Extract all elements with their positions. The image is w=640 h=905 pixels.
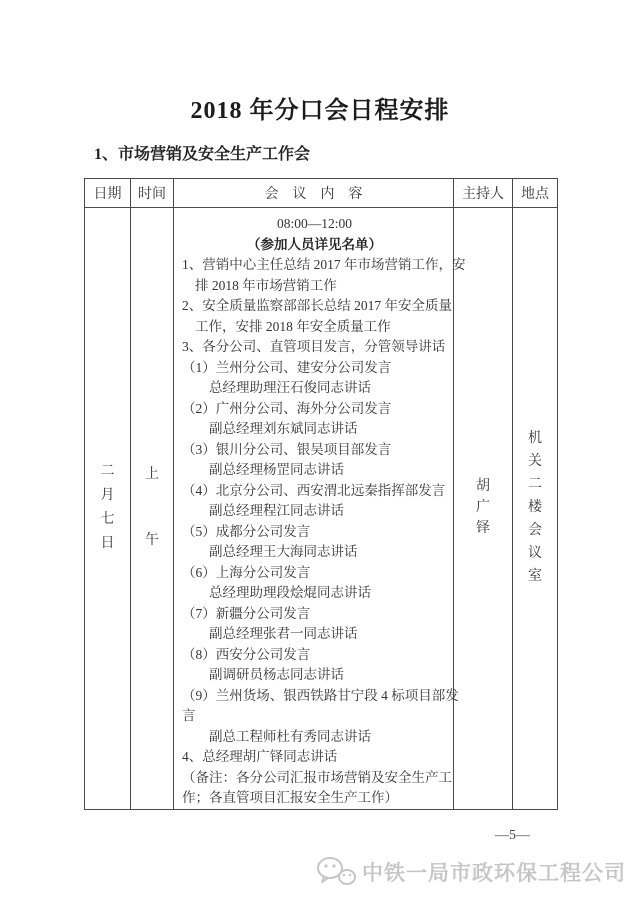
schedule-table: [84, 178, 558, 810]
location-char: 室: [528, 569, 542, 585]
content-line: （4）北京分公司、西安渭北远秦指挥部发言: [182, 482, 446, 498]
location-char: 议: [528, 546, 542, 562]
time-char: 午: [145, 533, 159, 549]
content-line: （备注：各分公司汇报市场营销及安全生产工: [182, 769, 452, 785]
date-vertical-text: [85, 465, 130, 551]
content-line: 总经理助理段烩焜同志讲话: [209, 585, 371, 600]
location-vertical-text: [513, 432, 557, 584]
location-char: 关: [528, 454, 542, 470]
content-line: 2、安全质量监察部部长总结 2017 年安全质量: [182, 298, 452, 313]
date-char: 二: [100, 464, 115, 480]
table-header-row: [85, 179, 558, 208]
content-line: 副总经理张君一同志讲话: [209, 626, 358, 641]
content-line: 08:00—12:00: [276, 216, 352, 231]
location-char: 楼: [528, 500, 542, 516]
content-cell: [174, 208, 466, 810]
content-line: 言: [182, 708, 196, 723]
content-line: 副调研员杨志同志讲话: [209, 667, 344, 682]
content-line: 副总经理刘东斌同志讲话: [209, 421, 358, 436]
content-line: 3、各分公司、直管项目发言，分管领导讲话: [182, 339, 446, 354]
header-cell-date: 日期: [85, 179, 131, 208]
host-vertical-text: [454, 480, 512, 536]
page-number: —5—: [495, 828, 530, 843]
content-line: （5）成都分公司发言: [182, 523, 311, 539]
content-line: （8）西安分公司发言: [182, 646, 311, 662]
content-line: 副总工程师杜有秀同志讲话: [209, 728, 371, 744]
location-cell: [513, 208, 558, 810]
content-line: （2）广州分公司、海外分公司发言: [182, 400, 392, 416]
content-line: 副总经理王大海同志讲话: [209, 544, 358, 559]
content-line: （参加人员详见名单）: [247, 236, 382, 252]
host-char: 广: [476, 500, 490, 516]
header-cell-content: 会 议 内 容: [174, 179, 454, 208]
location-char: 会: [528, 523, 542, 539]
meeting-content: [174, 208, 466, 809]
content-line: 副总经理程江同志讲话: [209, 503, 344, 518]
content-line: 副总经理杨罡同志讲话: [209, 462, 344, 477]
location-char: 机: [528, 431, 542, 447]
content-line: （6）上海分公司发言: [182, 564, 311, 580]
time-char: 上: [145, 467, 159, 483]
content-line: （9）兰州货场、银西铁路甘宁段 4 标项目部发: [182, 687, 459, 703]
content-line: （7）新疆分公司发言: [182, 605, 311, 621]
wechat-logo-icon: [316, 856, 356, 888]
host-char: 铎: [476, 521, 490, 537]
date-char: 日: [100, 536, 115, 552]
time-vertical-text: [131, 468, 173, 548]
date-char: 月: [100, 488, 115, 504]
host-char: 胡: [476, 479, 490, 495]
content-line: （1）兰州分公司、建安分公司发言: [182, 359, 392, 375]
content-line: 总经理助理汪石俊同志讲话: [209, 380, 371, 395]
table-row: [85, 208, 558, 810]
host-cell: [454, 208, 513, 810]
date-cell: [85, 208, 131, 810]
time-cell: [131, 208, 174, 810]
content-line: 4、总经理胡广铎同志讲话: [182, 749, 338, 764]
content-line: 1、营销中心主任总结 2017 年市场营销工作，安: [182, 257, 466, 272]
watermark: [316, 856, 626, 888]
date-char: 七: [100, 512, 115, 528]
header-cell-time: 时间: [131, 179, 174, 208]
section-heading: 1、市场营销及安全生产工作会: [94, 146, 311, 163]
header-cell-host: 主持人: [454, 179, 513, 208]
content-line: （3）银川分公司、银吴项目部发言: [182, 441, 392, 457]
content-line: 工作，安排 2018 年安全质量工作: [195, 318, 391, 334]
content-line: 作；各直管项目汇报安全生产工作）: [182, 790, 398, 805]
location-char: 二: [528, 477, 542, 493]
header-cell-location: 地点: [513, 179, 558, 208]
page-title: 2018 年分口会日程安排: [190, 98, 450, 124]
content-line: 排 2018 年市场营销工作: [195, 277, 337, 293]
watermark-text: 中铁一局市政环保工程公司: [362, 861, 626, 885]
